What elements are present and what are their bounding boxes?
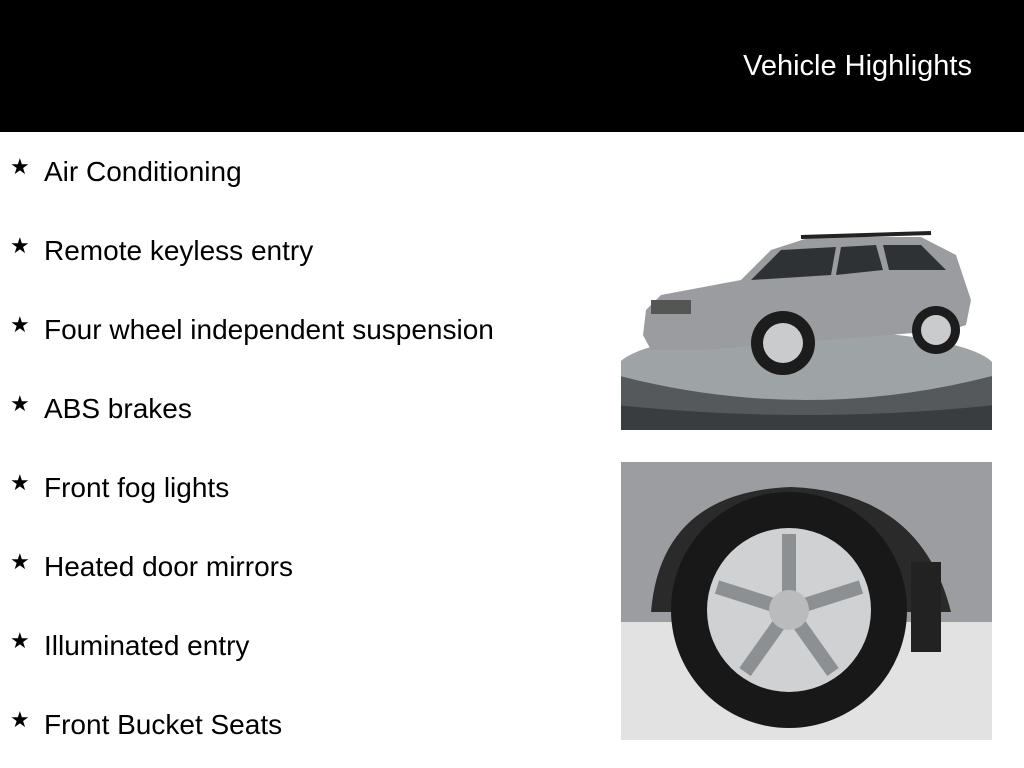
highlight-item (10, 705, 282, 745)
star-icon: ★ (10, 628, 30, 653)
star-icon: ★ (10, 707, 30, 732)
highlight-item (10, 231, 313, 271)
star-icon: ★ (10, 391, 30, 416)
highlight-label: Four wheel independent suspension (44, 314, 494, 345)
highlight-item (10, 310, 494, 350)
highlight-item (10, 389, 192, 429)
highlight-item (10, 152, 242, 192)
star-icon: ★ (10, 233, 30, 258)
star-icon: ★ (10, 154, 30, 179)
page-title: Vehicle Highlights (743, 50, 972, 82)
highlight-label: Front fog lights (44, 472, 230, 503)
star-icon: ★ (10, 312, 30, 337)
highlight-label: ABS brakes (44, 393, 192, 424)
highlight-label: Illuminated entry (44, 630, 250, 661)
highlight-item (10, 547, 293, 587)
highlight-label: Air Conditioning (44, 156, 242, 187)
highlight-item (10, 626, 249, 666)
vehicle-photo-wheel (621, 462, 992, 740)
vehicle-photo-side (621, 225, 992, 430)
highlight-label: Heated door mirrors (44, 551, 293, 582)
star-icon: ★ (10, 549, 30, 574)
highlight-label: Front Bucket Seats (44, 709, 283, 740)
header-bar (0, 0, 1024, 132)
star-icon: ★ (10, 470, 30, 495)
highlight-label: Remote keyless entry (44, 235, 314, 266)
highlight-item (10, 468, 229, 508)
